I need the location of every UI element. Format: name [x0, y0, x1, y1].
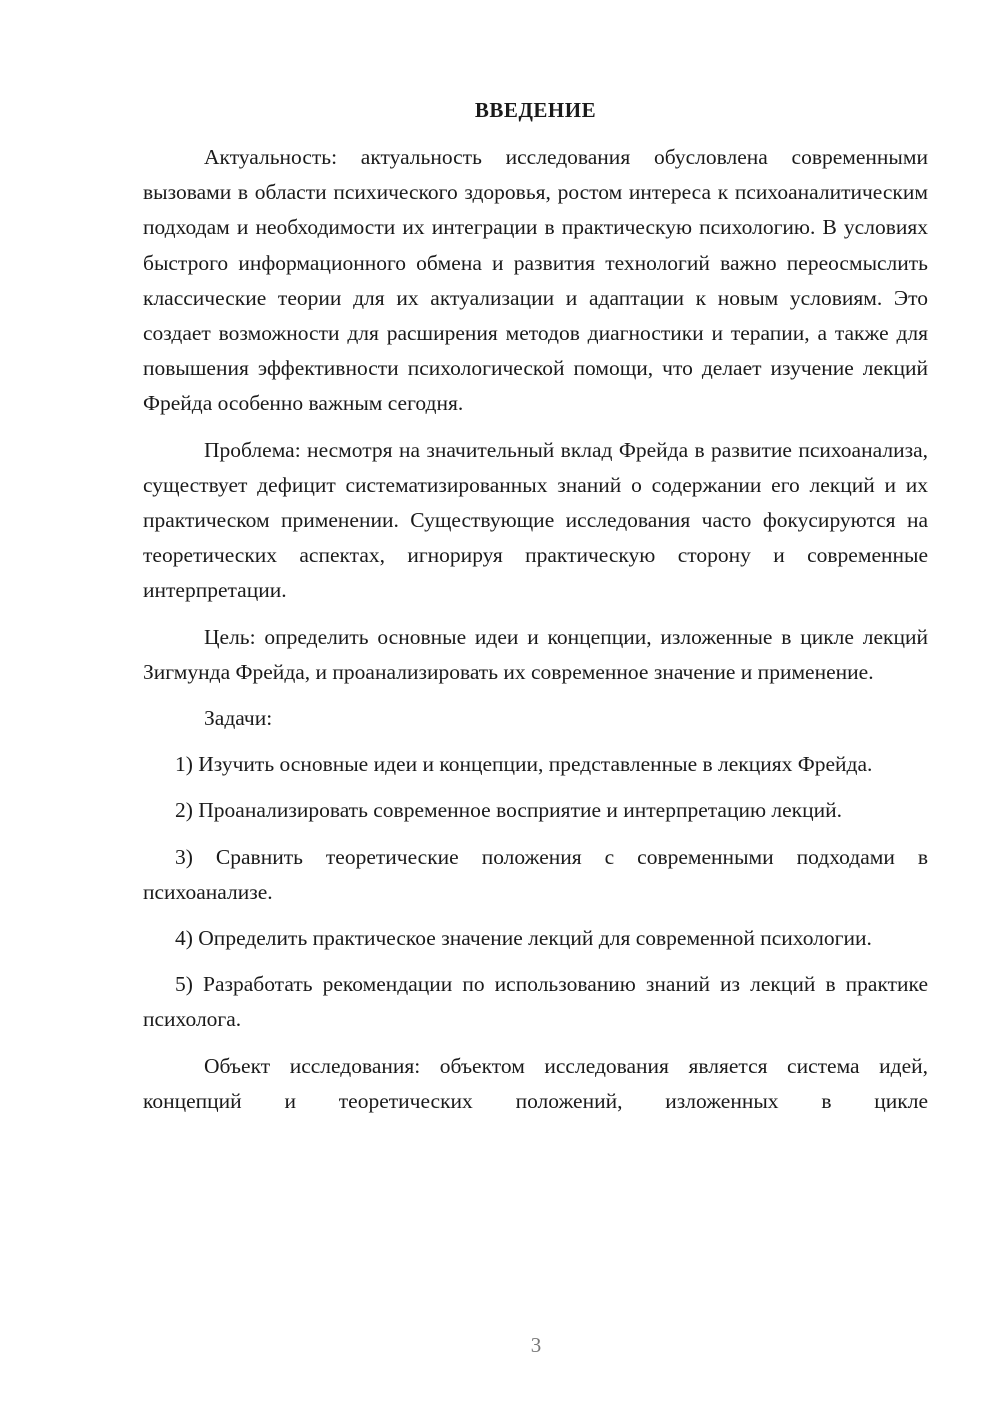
task-item: 5) Разработать рекомендации по использованию знаний из лекций в практике психолога.	[143, 972, 928, 1032]
paragraph-relevance: Актуальность: актуальность исследования обусловлена современными вызовами в области психического здоровья, ростом интереса к психоаналитическим подходам и необходимости их интеграции в практическую психологию. В условиях быстрого информационного обмена и развития технологий важно переосмыслить классические теории для их актуализации и адаптации к новым условиям. Это создает возможности для расширения методов диагностики и терапии, а также для повышения эффективности психологической помощи, что делает изучение лекций Фрейда особенно важным сегодня.	[143, 145, 928, 416]
section-title: ВВЕДЕНИЕ	[474, 98, 597, 122]
task-item: 1) Изучить основные идеи и концепции, представленные в лекциях Фрейда.	[175, 752, 873, 777]
paragraph-goal: Цель: определить основные идеи и концепции, изложенные в цикле лекций Зигмунда Фрейда, и проанализировать их современное значение и применение.	[143, 624, 928, 684]
task-item: 4) Определить практическое значение лекций для современной психологии.	[175, 926, 872, 951]
task-item: 2) Проанализировать современное восприятие и интерпретацию лекций.	[175, 798, 843, 823]
page-body	[143, 96, 928, 1130]
page-number: 3	[530, 1333, 542, 1357]
paragraph-problem: Проблема: несмотря на значительный вклад Фрейда в развитие психоанализа, существует дефицит систематизированных знаний о содержании его лекций и их практическом применении. Существующие исследования часто фокусируются на теоретических аспектах, игнорируя практическую сторону и современные интерпретации.	[143, 437, 928, 603]
tasks-heading: Задачи:	[204, 706, 273, 731]
task-item: 3) Сравнить теоретические положения с современными подходами в психоанализе.	[143, 844, 928, 904]
paragraph-object: Объект исследования: объектом исследования является система идей, концепций и теоретических положений, изложенных в цикле	[143, 1053, 928, 1113]
tasks-list	[143, 747, 928, 1037]
